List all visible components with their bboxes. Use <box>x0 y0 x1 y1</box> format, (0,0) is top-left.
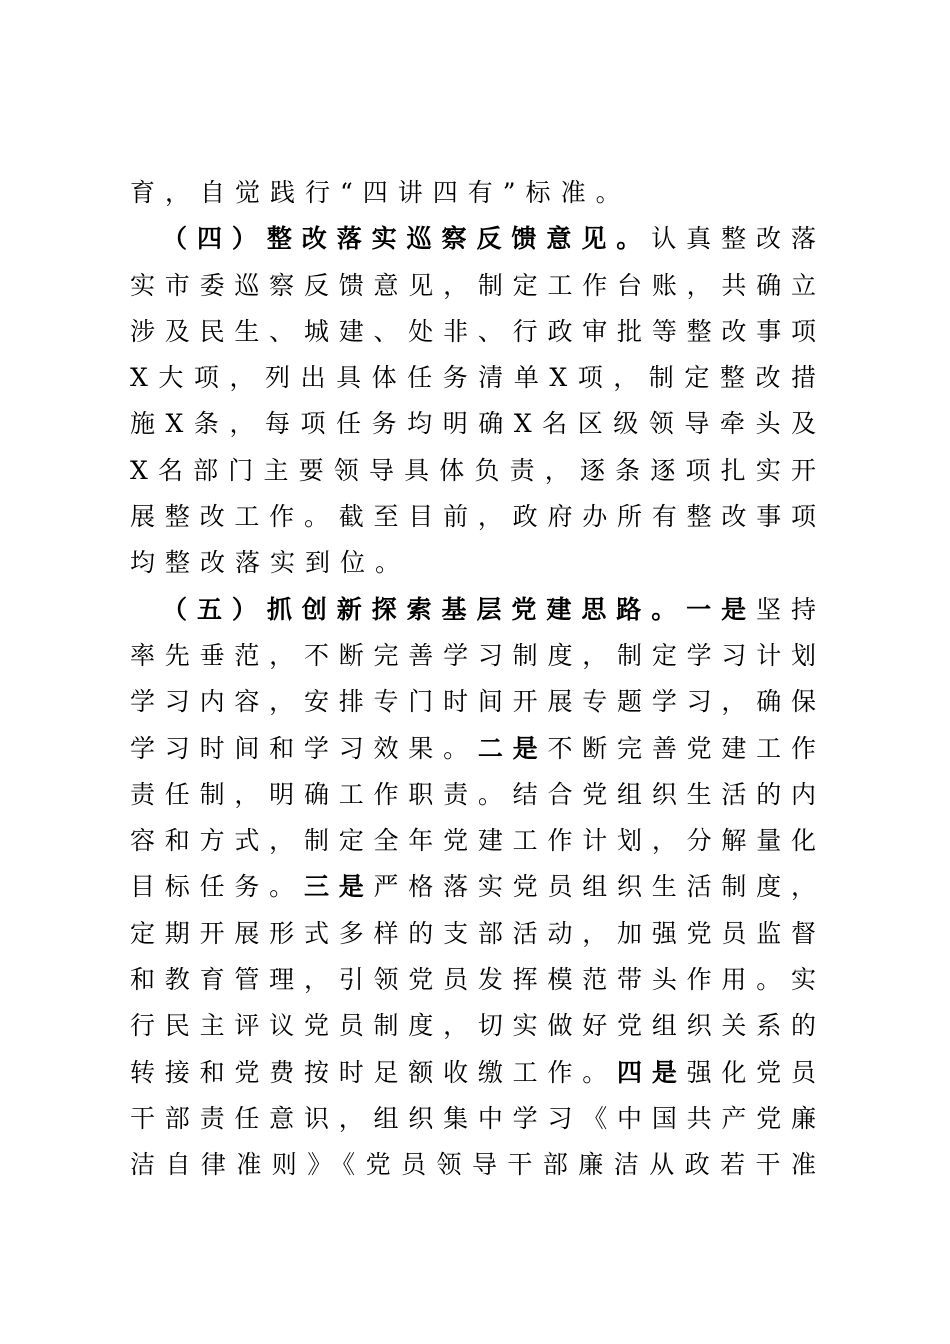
text-line <box>130 1050 822 1096</box>
text-line <box>130 1096 822 1142</box>
body-text: 率先垂范，不断完善学习制度，制定学习计划 <box>130 640 822 670</box>
body-text: 均整改落实到位。 <box>130 548 411 578</box>
text-line <box>130 448 822 494</box>
body-text: 行民主评议党员制度，切实做好党组织关系的 <box>130 1011 822 1041</box>
body-text: X大项，列出具体任务清单X项，制定整改措 <box>130 363 822 393</box>
body-text: X名部门主要领导具体负责，逐条逐项扎实开 <box>130 455 822 485</box>
body-text: 学习时间和学习效果。 <box>130 733 478 763</box>
text-line <box>130 494 822 540</box>
body-text: 展整改工作。截至目前，政府办所有整改事项 <box>130 502 822 532</box>
text-line <box>130 957 822 1003</box>
text-line <box>130 772 822 818</box>
text-line <box>130 355 822 401</box>
body-text: 容和方式，制定全年党建工作计划，分解量化 <box>130 826 822 856</box>
body-text: 和教育管理，引领党员发挥模范带头作用。实 <box>130 965 822 995</box>
body-text: 施X条，每项任务均明确X名区级领导牵头及 <box>130 409 822 439</box>
body-text: 责任制，明确工作职责。结合党组织生活的内 <box>130 779 822 809</box>
body-text: 干部责任意识，组织集中学习《中国共产党廉 <box>130 1103 822 1133</box>
body-text: 学习内容，安排专门时间开展专题学习，确保 <box>130 687 822 717</box>
body-text: 严格落实党员组织生活制度， <box>373 872 822 902</box>
text-line <box>130 216 822 262</box>
text-line <box>130 309 822 355</box>
section-heading-5: （五）抓创新探索基层党建思路。一是 <box>162 594 757 624</box>
body-text: 认真整改落 <box>651 224 822 254</box>
text-line <box>130 911 822 957</box>
text-line <box>130 1003 822 1049</box>
body-text: 涉及民生、城建、处非、行政审批等整改事项 <box>130 316 822 346</box>
body-text: 不断完善党建工作 <box>547 733 822 763</box>
body-text: 定期开展形式多样的支部活动，加强党员监督 <box>130 918 822 948</box>
bold-marker: 二是 <box>477 733 548 763</box>
bold-marker: 三是 <box>303 872 374 902</box>
body-text: 强化党员 <box>686 1057 822 1087</box>
text-line <box>130 587 822 633</box>
text-line <box>130 726 822 772</box>
body-text: 实市委巡察反馈意见，制定工作台账，共确立 <box>130 270 822 300</box>
text-line <box>130 401 822 447</box>
text-line <box>130 263 822 309</box>
text-line <box>130 818 822 864</box>
text-line <box>130 679 822 725</box>
body-text: 目标任务。 <box>130 872 304 902</box>
text-line <box>130 864 822 910</box>
section-heading-4: （四）整改落实巡察反馈意见。 <box>162 224 652 254</box>
text-line <box>130 1142 822 1188</box>
body-text: 转接和党费按时足额收缴工作。 <box>130 1057 618 1087</box>
document-body <box>130 170 822 1189</box>
bold-marker: 四是 <box>617 1057 687 1087</box>
body-text: 育，自觉践行“四讲四有”标准。 <box>130 178 631 207</box>
text-line <box>130 633 822 679</box>
text-line <box>130 540 822 586</box>
body-text: 洁自律准则》《党员领导干部廉洁从政若干准 <box>130 1150 822 1180</box>
body-text: 坚持 <box>756 594 822 624</box>
text-line <box>130 170 822 216</box>
